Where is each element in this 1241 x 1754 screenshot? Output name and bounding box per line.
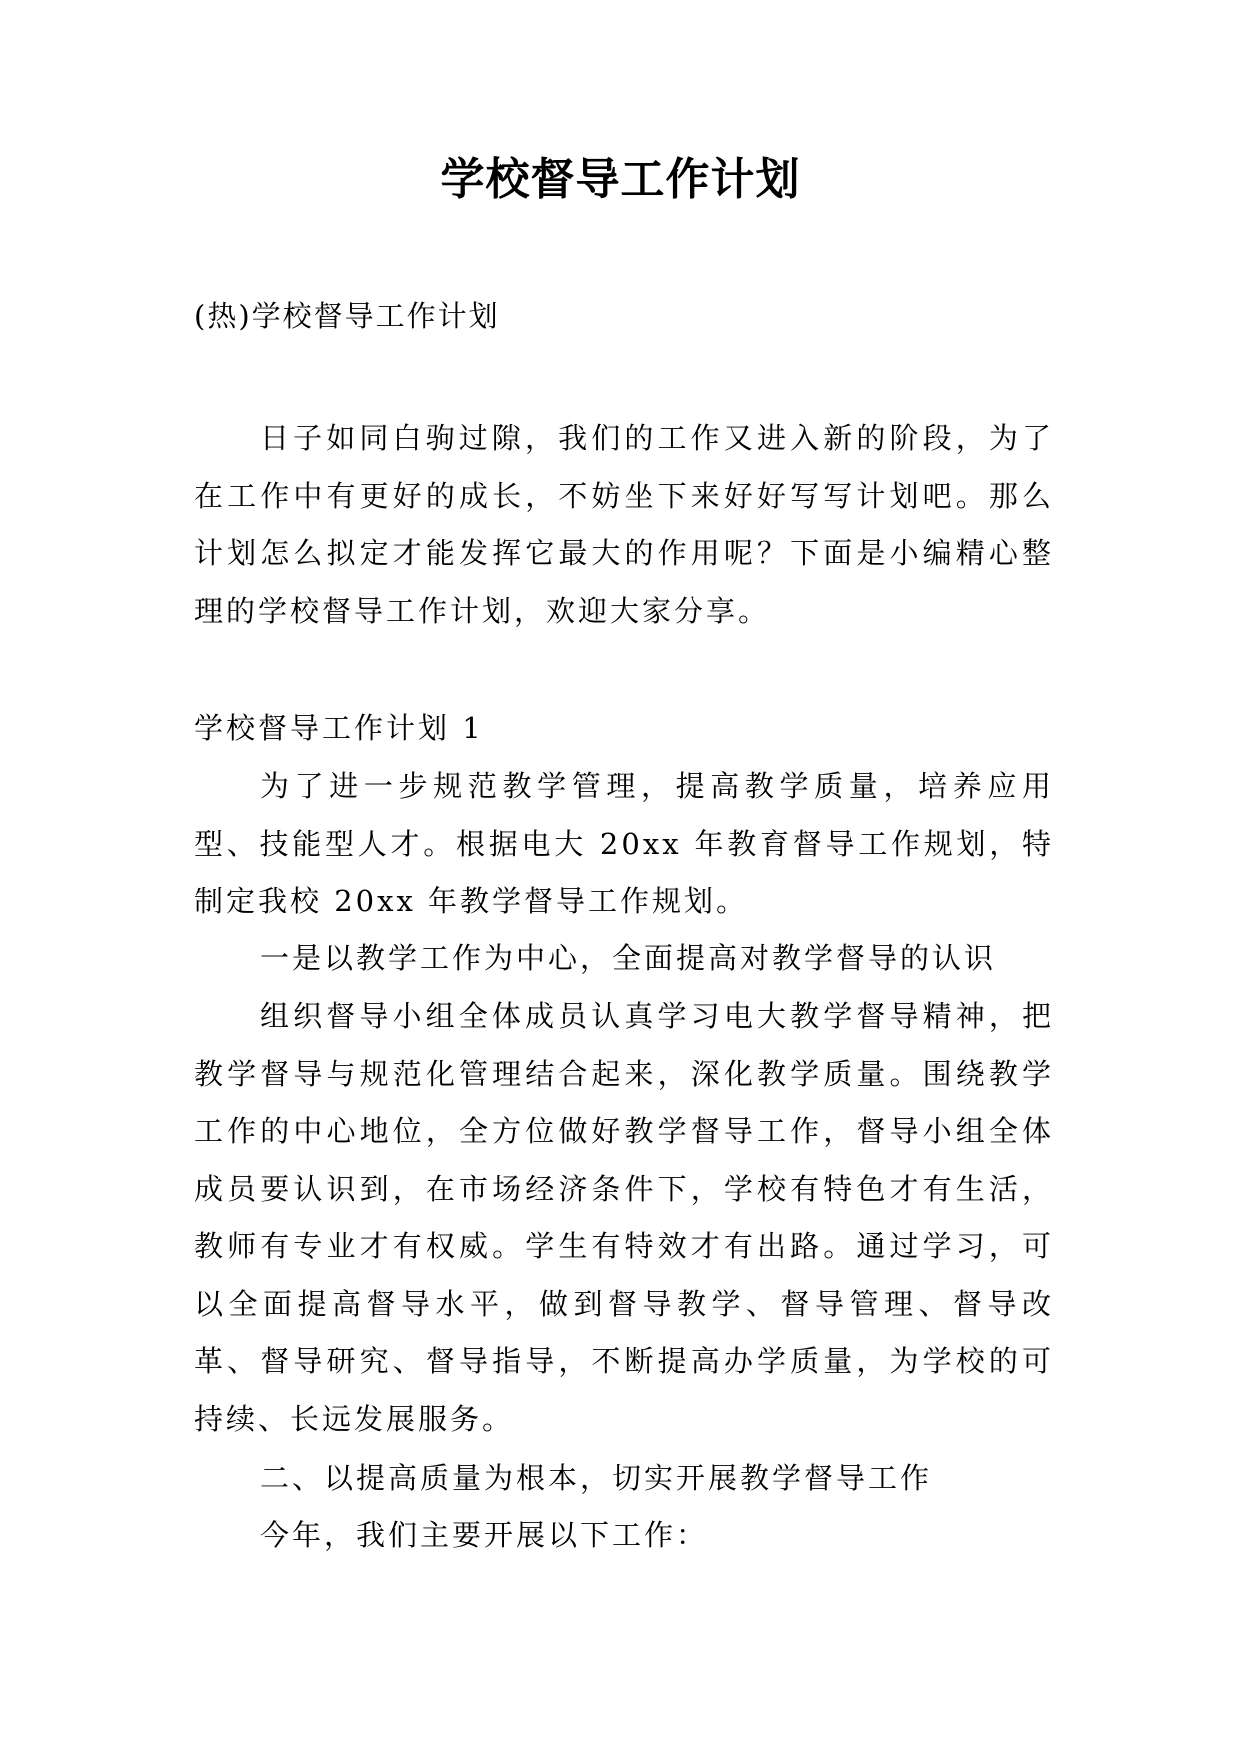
body-paragraph: 组织督导小组全体成员认真学习电大教学督导精神，把教学督导与规范化管理结合起来，深化教学质量。围绕教学工作的中心地位，全方位做好教学督导工作，督导小组全体成员要认识到，在市场经济条件下，学校有特色才有生活，教师有专业才有权威。学生有特效才有出路。通过学习，可以全面提高督导水平，做到督导教学、督导管理、督导改革、督导研究、督导指导，不断提高办学质量，为学校的可持续、长远发展服务。: [194, 999, 1054, 1436]
plan-heading: 学校督导工作计划 1: [194, 711, 484, 745]
section-heading-2: 二、以提高质量为根本，切实开展教学督导工作: [260, 1461, 933, 1495]
section-heading-1: 一是以教学工作为中心，全面提高对教学督导的认识: [260, 941, 997, 975]
intro-paragraph: 日子如同白驹过隙，我们的工作又进入新的阶段，为了在工作中有更好的成长，不妨坐下来好好写写计划吧。那么计划怎么拟定才能发挥它最大的作用呢？下面是小编精心整理的学校督导工作计划，欢迎大家分享。: [194, 421, 1054, 628]
document-subtitle: (热)学校督导工作计划: [194, 299, 500, 333]
body-paragraph: 今年，我们主要开展以下工作：: [260, 1518, 709, 1552]
document-title: 学校督导工作计划: [440, 154, 801, 205]
body-paragraph: 为了进一步规范教学管理，提高教学质量，培养应用型、技能型人才。根据电大 20xx 年教育督导工作规划，特制定我校 20xx 年教学督导工作规划。: [194, 769, 1054, 918]
